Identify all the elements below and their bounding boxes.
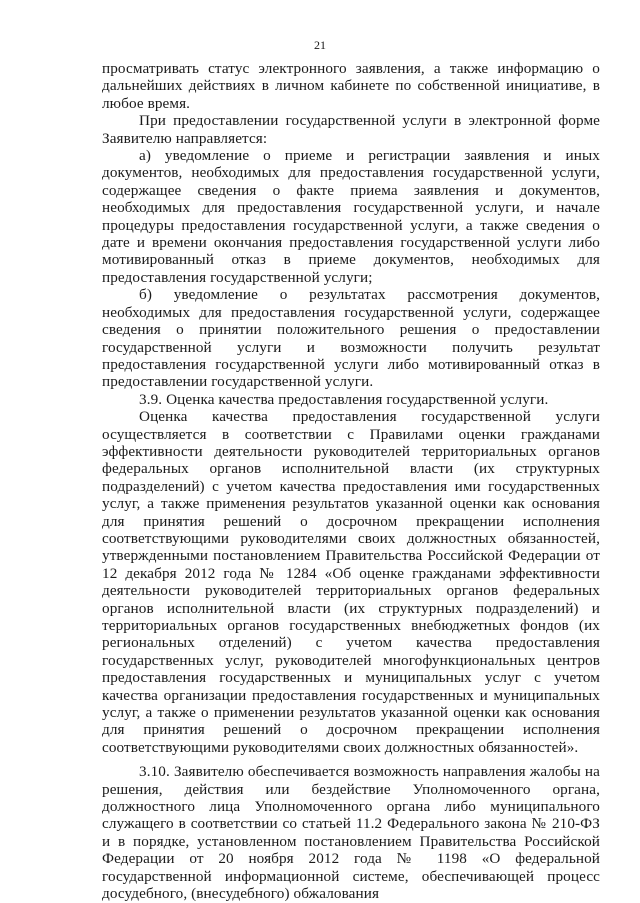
paragraph-3-10: 3.10. Заявителю обеспечивается возможность направления жалобы на решения, действия или бездействие Уполномоченного органа, должностного лица Уполномоченного органа либо муниципального служащего в соответствии со статьей 11.2 Федерального закона № 210-ФЗ и в порядке, установленном постановлением Правительства Российской Федерации от 20 ноября 2012 года № 1198 «О федеральной государственной информационной системе, обеспечивающей процесс досудебного, (внесудебного) обжалования: [102, 763, 600, 903]
page-number: 21: [314, 38, 326, 52]
paragraph-continuation: просматривать статус электронного заявления, а также информацию о дальнейших действиях в личном кабинете по собственной инициативе, в любое время.: [102, 60, 600, 112]
document-body: [102, 60, 600, 903]
paragraph-electronic-form: При предоставлении государственной услуги в электронной форме Заявителю направляется:: [102, 112, 600, 147]
paragraph-item-b: б) уведомление о результатах рассмотрения документов, необходимых для предоставления государственной услуги, содержащее сведения о принятии положительного решения о предоставлении государственной услуги и возможности получить результат предоставления государственной услуги либо мотивированный отказ в предоставлении государственной услуги.: [102, 286, 600, 391]
section-heading-3-9: 3.9. Оценка качества предоставления государственной услуги.: [139, 390, 549, 408]
paragraph-item-a: а) уведомление о приеме и регистрации заявления и иных документов, необходимых для предоставления государственной услуги, содержащее сведения о факте приема заявления и документов, необходимых для предоставления государственной услуги, и начале процедуры предоставления государственной услуги, а также сведения о дате и времени окончания предоставления государственной услуги либо мотивированный отказ в приеме документов, необходимых для предоставления государственной услуги;: [102, 147, 600, 286]
paragraph-quality-assessment: Оценка качества предоставления государственной услуги осуществляется в соответствии с Правилами оценки гражданами эффективности деятельности руководителей территориальных органов федеральных органов исполнительной власти (их структурных подразделений) с учетом качества предоставления ими государственных услуг, а также применения результатов указанной оценки как основания для принятия решений о досрочном прекращении исполнения соответствующими руководителями своих должностных обязанностей, утвержденными постановлением Правительства Российской Федерации от 12 декабря 2012 года № 1284 «Об оценке гражданами эффективности деятельности руководителей территориальных органов федеральных органов исполнительной власти (их структурных подразделений) и территориальных органов государственных внебюджетных фондов (их региональных отделений) с учетом качества предоставления государственных услуг, руководителей многофункциональных центров предоставления государственных и муниципальных услуг с учетом качества организации предоставления государственных и муниципальных услуг, а также о применении результатов указанной оценки как основания для принятия решений о досрочном прекращении исполнения соответствующими руководителями своих должностных обязанностей».: [102, 408, 600, 756]
